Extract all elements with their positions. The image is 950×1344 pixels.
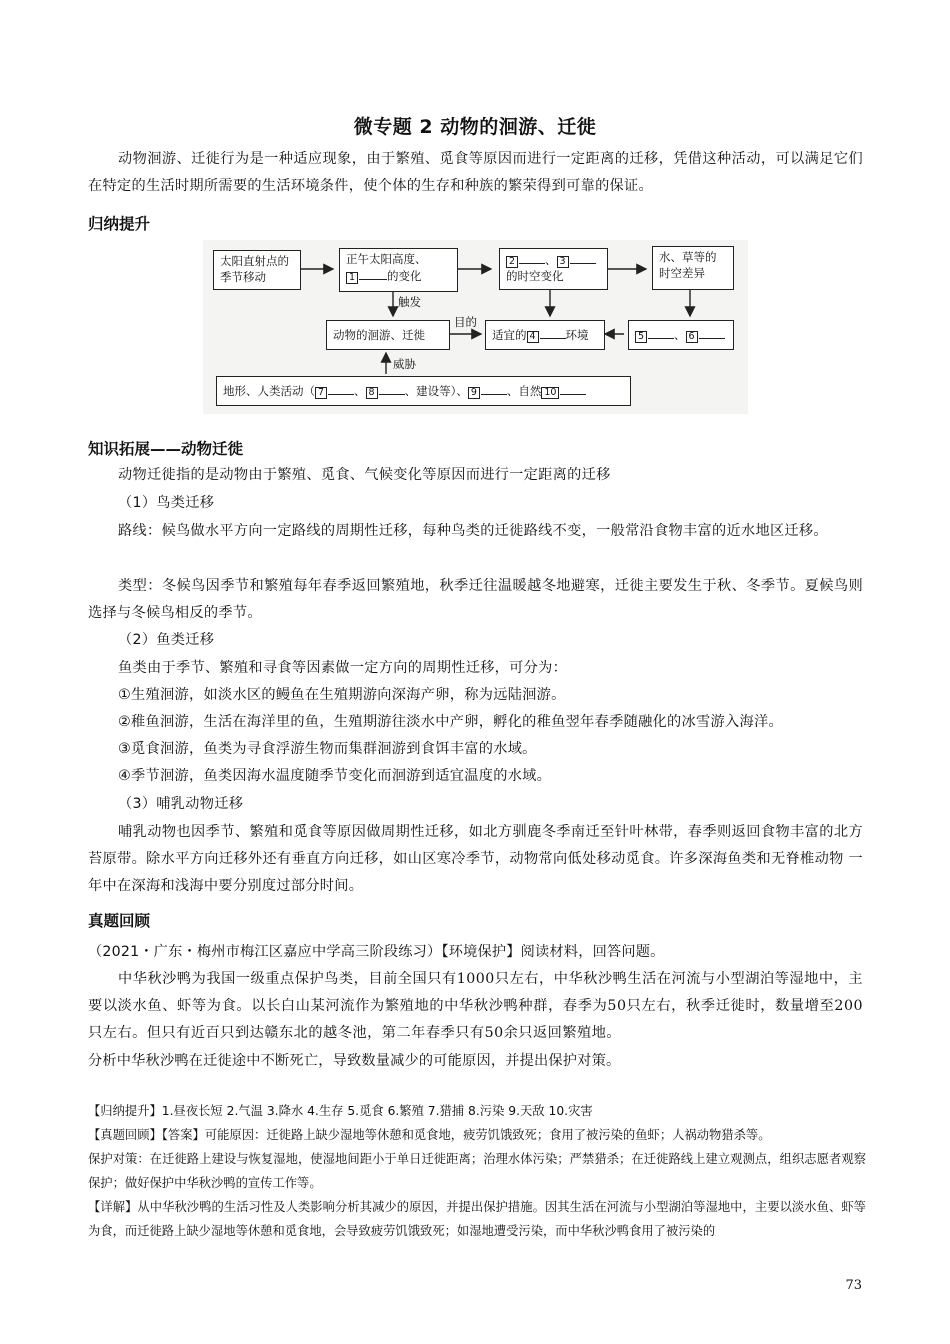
blank-number-8: 8 — [366, 387, 378, 399]
mammal-migration-title: （3）哺乳动物迁移 — [118, 796, 244, 812]
box-noon-sun-height: 正午太阳高度、 1 的变化 — [339, 248, 458, 292]
page-number: 73 — [845, 1278, 862, 1293]
section-heading-knowledge: 知识拓展——动物迁徙 — [88, 440, 244, 458]
box-spatial-change: 2 、 3 的时空变化 — [499, 248, 608, 290]
concept-diagram — [203, 240, 748, 414]
fish-item-2: ②稚鱼洄游，生活在海洋里的鱼，生殖期游往淡水中产卵，孵化的稚鱼翌年春季随融化的冰雪游入海洋。 — [118, 714, 783, 730]
answer-summary: 【归纳提升】1.昼夜长短 2.气温 3.降水 4.生存 5.觅食 6.繁殖 7.猎捕 8.污染 9.天敌 10.灾害 — [88, 1104, 593, 1118]
blank-number-5: 5 — [635, 331, 647, 343]
fish-migration-intro: 鱼类由于季节、繁殖和寻食等因素做一定方向的周期性迁移，可分为： — [118, 660, 568, 676]
blank-number-6: 6 — [686, 331, 698, 343]
box-animal-migration: 动物的洄游、迁徙 — [326, 320, 450, 350]
question-prompt: 分析中华秋沙鸭在迁徙途中不断死亡，导致数量减少的可能原因，并提出保护对策。 — [88, 1053, 621, 1069]
blank-number-3: 3 — [557, 256, 569, 268]
blank-number-10: 10 — [541, 387, 559, 399]
intro-paragraph: 动物洄游、迁徙行为是一种适应现象，由于繁殖、觅食等原因而进行一定距离的迁移，凭借这种活动，可以满足它们在特定的生活时期所需要的生活环境条件，使个体的生存和种族的繁荣得到可靠的保证。 — [88, 151, 863, 194]
box-sun-movement: 太阳直射点的季节移动 — [213, 250, 301, 290]
label-trigger: 触发 — [398, 295, 421, 309]
blank-number-4: 4 — [527, 331, 539, 343]
mammal-migration-text: 哺乳动物也因季节、繁殖和觅食等原因做周期性迁移，如北方驯鹿冬季南迁至针叶林带，春季则返回食物丰富的北方苔原带。除水平方向迁移外还有垂直方向迁移，如山区寒冷季节，动物常向低处移动觅食。许多深海鱼类和无脊椎动物 一年中在深海和浅海中要分别度过部分时间。 — [88, 824, 863, 894]
fish-migration-title: （2）鱼类迁移 — [118, 632, 215, 648]
blank-number-2: 2 — [506, 256, 518, 268]
section-heading-summary: 归纳提升 — [88, 215, 151, 233]
box-water-grass: 水、草等的时空差异 — [652, 246, 734, 290]
section-heading-review: 真题回顾 — [88, 912, 151, 930]
bird-type: 类型：冬候鸟因季节和繁殖每年春季返回繁殖地，秋季迁往温暖越冬地避寒，迁徙主要发生于秋、冬季节。夏候鸟则选择与冬候鸟相反的季节。 — [88, 578, 863, 621]
question-material: 中华秋沙鸭为我国一级重点保护鸟类，目前全国只有1000只左右，中华秋沙鸭生活在河流与小型湖泊等湿地中，主要以淡水鱼、虾等为食。以长白山某河流作为繁殖地的中华秋沙鸭种群，春季为50只左右，秋季迁徙时，数量增至200只左右。但只有近百只到达赣东北的越冬池，第二年春季只有50余只返回繁殖地。 — [88, 971, 863, 1041]
fish-item-1: ①生殖洄游，如淡水区的鳗鱼在生殖期游向深海产卵，称为远陆洄游。 — [118, 687, 566, 703]
migration-definition: 动物迁徙指的是动物由于繁殖、觅食、气候变化等原因而进行一定距离的迁移 — [118, 467, 611, 483]
box-blanks-5-6: 5 、 6 — [628, 320, 734, 350]
page-title: 微专题 2 动物的洄游、迁徙 — [353, 116, 597, 138]
answer-review: 【真题回顾】【答案】可能原因：迁徙路上缺少湿地等休憩和觅食地，疲劳饥饿致死；食用了被污染的鱼虾；人祸动物猎杀等。 — [88, 1128, 771, 1142]
label-threat: 威胁 — [393, 357, 416, 371]
label-purpose: 目的 — [454, 315, 477, 329]
answer-measures: 保护对策：在迁徙路上建设与恢复湿地，使湿地间距小于单日迁徙距离；治理水体污染；严禁猎杀；在迁徙路线上建立观测点，组织志愿者观察保护；做好保护中华秋沙鸭的宣传工作等。 — [88, 1152, 866, 1190]
box-threat-factors: 地形、人类活动（ 7 、 8 、建设等）、 9 、自然 10 — [216, 376, 631, 406]
question-source: （2021・广东・梅州市梅江区嘉应中学高三阶段练习）【环境保护】阅读材料，回答问题。 — [88, 944, 665, 960]
fish-item-3: ③觅食洄游，鱼类为寻食浮游生物而集群洄游到食饵丰富的水域。 — [118, 741, 537, 757]
box-suitable-environment: 适宜的 4 环境 — [485, 320, 605, 350]
blank-number-1: 1 — [346, 272, 358, 284]
bird-route: 路线：候鸟做水平方向一定路线的周期性迁移，每种鸟类的迁徙路线不变，一般常沿食物丰富的近水地区迁移。 — [118, 523, 828, 539]
bird-migration-title: （1）鸟类迁移 — [118, 495, 215, 511]
fish-item-4: ④季节洄游，鱼类因海水温度随季节变化而洄游到适宜温度的水域。 — [118, 768, 552, 784]
blank-number-7: 7 — [315, 387, 327, 399]
answer-detail: 【详解】从中华秋沙鸭的生活习性及人类影响分析其减少的原因，并提出保护措施。因其生活在河流与小型湖泊等湿地中，主要以淡水鱼、虾等为食，而迁徙路上缺少湿地等休憩和觅食地，会导致疲劳饥饿致死；如湿地遭受污染，而中华秋沙鸭食用了被污染的 — [88, 1200, 866, 1238]
blank-number-9: 9 — [468, 387, 480, 399]
